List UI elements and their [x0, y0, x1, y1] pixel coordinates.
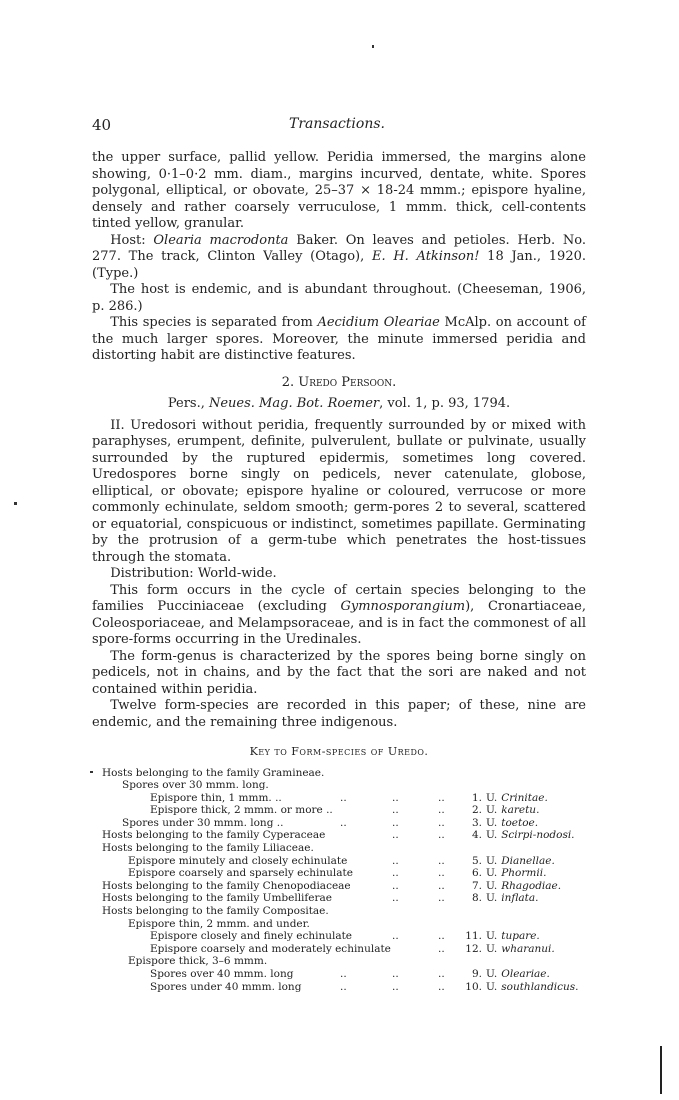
species-name: U. karetu. [486, 804, 540, 817]
species-name: U. wharanui. [486, 942, 555, 955]
species-name: U. Phormii. [486, 867, 547, 880]
paragraph: the upper surface, pallid yellow. Peridia immersed, the margins alone showing, 0·1–0·2 mm. diam., margins incurved, dentate, white. Spores polygonal, elliptical, or obovate, 25–37 × 18-24 mmm.; epispore hyaline, densely and rather coarsely verruculose, 1 mmm. thick, cell-contents tinted yellow, granular. [92, 150, 586, 231]
paragraph: Twelve form-species are recorded in this paper; of these, nine are endemic, and the remaining three indigenous. [92, 698, 586, 730]
species-key [92, 767, 586, 994]
key-row: Hosts belonging to the family Liliaceae. [102, 842, 314, 855]
key-row: Epispore coarsely and moderately echinulate .. 12. U. wharanui. [150, 942, 555, 955]
page-header [92, 116, 582, 136]
edge-mark [660, 1046, 662, 1094]
species-name: U. Dianellae. [486, 854, 555, 867]
running-title: Transactions. [289, 116, 385, 132]
paragraph: The form-genus is characterized by the spores being borne singly on pedicels, not in chains, and by the fact that the sori are naked and not contained within peridia. [92, 648, 586, 697]
paragraph: The host is endemic, and is abundant throughout. (Cheeseman, 1906, p. 286.) [92, 282, 586, 314]
key-title: Key to Form-species of Uredo. [249, 745, 429, 758]
key-row: Hosts belonging to the family Gramineae. [102, 766, 325, 779]
key-row: Epispore coarsely and sparsely echinulate .. .. 6. U. Phormii. [128, 867, 547, 880]
paragraph: This form occurs in the cycle of certain species belonging to the families Pucciniaceae (excluding Gymnosporangium), Cronartiaceae, Coleosporiaceae, and Melampsoraceae, and is in fact the commonest of all spore-forms occurring in the Uredinales. [92, 582, 586, 647]
paragraph: II. Uredosori without peridia, frequently surrounded by or mixed with paraphyses, erumpent, definite, pulverulent, bullate or pulvinate, usually surrounded by the ruptured epidermis, sometimes long covered. Uredospores borne singly on pedicels, never catenulate, globose, elliptical, or obovate; epispore hyaline or coloured, verrucose or more commonly echinulate, seldom smooth; germ-pores 2 to several, scattered or equatorial, conspicuous or indistinct, sometimes papillate. Germinating by the protrusion of a germ-tube which penetrates the host-tissues through the stomata. [92, 417, 586, 565]
species-name: U. tupare. [486, 930, 540, 943]
key-row: Epispore thick, 3–6 mmm. [128, 955, 268, 968]
margin-speck [14, 502, 17, 505]
species-name: U. Oleariae. [486, 968, 550, 980]
paragraph: Distribution: World-wide. [110, 566, 277, 581]
top-speck [372, 45, 374, 48]
key-row: Epispore minutely and closely echinulate .. .. 5. U. Dianellae. [128, 854, 555, 867]
key-row: Epispore thin, 2 mmm. and under. [128, 917, 310, 930]
key-row: Hosts belonging to the family Cyperaceae .. .. 4. U. Scirpi-nodosi. [102, 829, 575, 842]
key-row: Spores under 30 mmm. long .. .. .. .. 3. U. toetoe. [122, 816, 539, 829]
species-name: U. inflata. [486, 892, 539, 905]
key-row: Hosts belonging to the family Umbelliferae .. .. 8. U. inflata. [102, 892, 539, 905]
paragraph: This species is separated from Aecidium Oleariae McAlp. on account of the much larger spores. Moreover, the minute immersed peridia and distorting habit are distinctive features. [92, 315, 586, 363]
species-name: U. toetoe. [486, 816, 539, 829]
key-row: Epispore thick, 2 mmm. or more .. .. .. 2. U. karetu. [150, 804, 540, 817]
section-title: 2. Uredo Persoon. [281, 374, 397, 390]
species-name: U. Crinitae. [486, 791, 548, 804]
species-name: U. southlandicus. [486, 980, 579, 993]
body-text [92, 150, 586, 993]
key-row: Epispore thin, 1 mmm. .. .. .. .. 1. U. Crinitae. [150, 791, 548, 804]
key-row: Hosts belonging to the family Compositae. [102, 905, 329, 918]
key-row: Spores under 40 mmm. long .. .. .. 10. U. southlandicus. [150, 980, 579, 993]
key-row: Spores over 30 mmm. long. [122, 779, 269, 792]
key-row: Hosts belonging to the family Chenopodiaceae .. .. 7. U. Rhagodiae. [102, 879, 562, 892]
key-row: Spores over 40 mmm. long .. .. .. 9. U. Oleariae. [150, 968, 550, 980]
page-number: 40 [92, 116, 112, 134]
citation: Pers., Neues. Mag. Bot. Roemer, vol. 1, p. 93, 1794. [167, 396, 511, 411]
key-row: Epispore closely and finely echinulate .. .. 11. U. tupare. [150, 930, 540, 943]
host-paragraph: Host: Olearia macrodonta Baker. On leaves and petioles. Herb. No. 277. The track, Clinton Valley (Otago), E. H. Atkinson! 18 Jan., 1920. (Type.) [92, 232, 586, 281]
species-name: U. Scirpi-nodosi. [486, 829, 575, 842]
species-name: U. Rhagodiae. [486, 879, 562, 892]
